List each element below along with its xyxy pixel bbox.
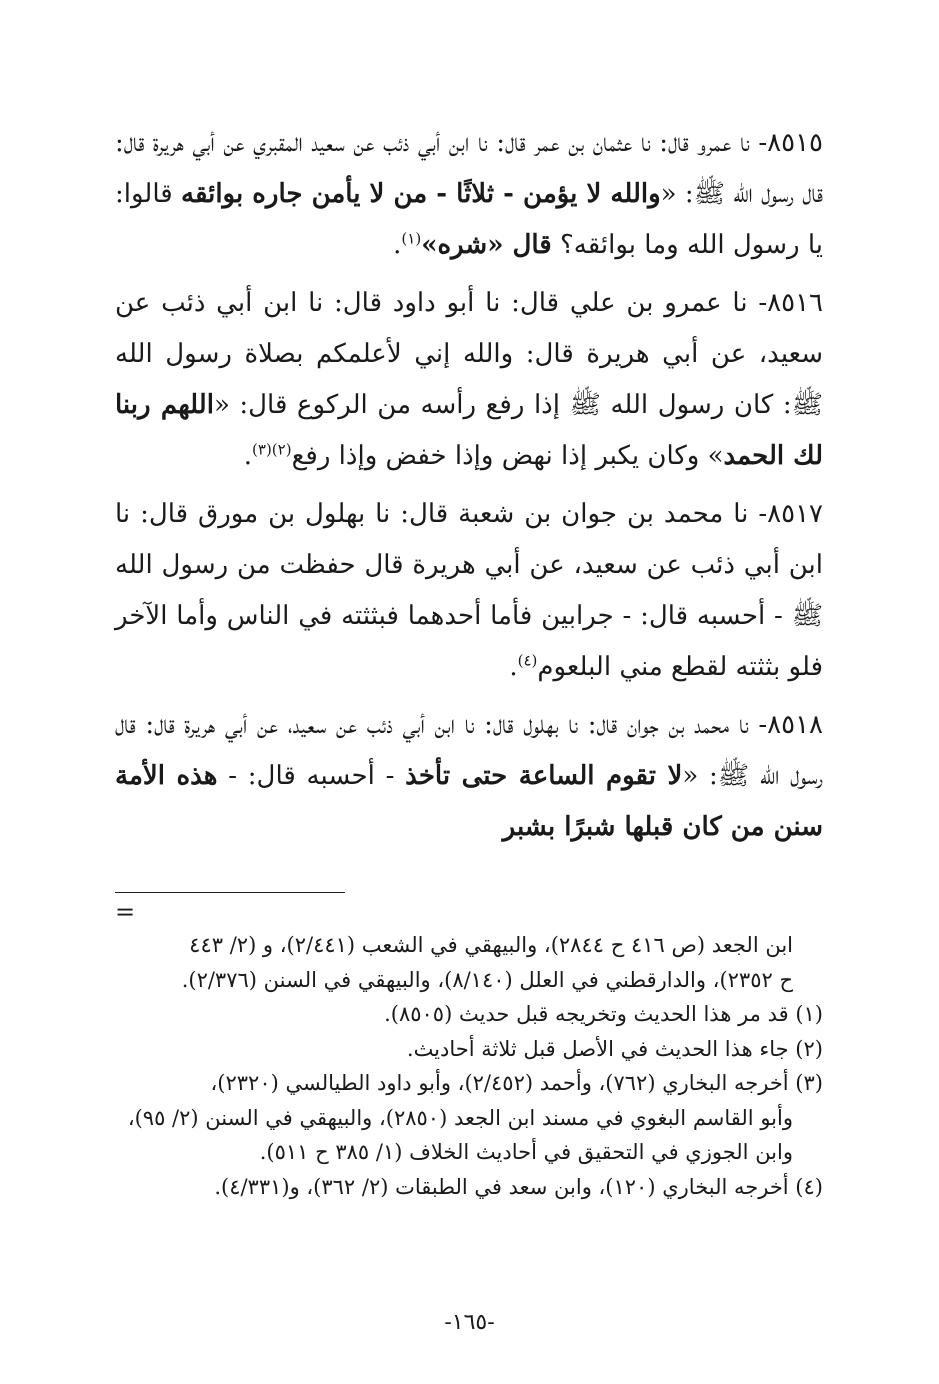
footnote-reference[interactable]: (٢)(٣) <box>252 440 292 459</box>
separator-line <box>115 892 345 893</box>
hadith-text: قالوا: يا رسول الله وما بوائقه؟ <box>115 179 823 260</box>
footnote-reference[interactable]: (١) <box>401 229 422 248</box>
hadith-paragraph <box>115 700 823 853</box>
footnote-line: (٣) أخرجه البخاري (٧٦٢)، وأحمد (٢/٤٥٢)، وأبو داود الطيالسي (٢٣٢٠)، <box>210 1071 823 1095</box>
hadith-text: ٨٥١٦- نا عمرو بن علي قال: نا أبو داود قال: نا ابن أبي ذئب عن سعيد، عن أبي هريرة قال: والله إني لأعلمكم بصلاة رسول الله ﷺ: كان رسول الله ﷺ إذا رفع رأسه من الركوع قال: « <box>115 288 824 420</box>
footnote-reference[interactable]: (٤) <box>517 651 538 670</box>
sentence-end: . <box>509 652 518 682</box>
hadith-paragraph <box>115 278 823 482</box>
footnote-line: (٤) أخرجه البخاري (١٢٠)، وابن سعد في الطبقات (٢/ ٣٦٢)، و(٤/٣٣١). <box>214 1174 823 1199</box>
hadith-paragraph <box>115 118 823 271</box>
hadith-list <box>115 118 823 853</box>
hadith-text: ٨٥١٧- نا محمد بن جوان بن شعبة قال: نا بهلول بن مورق قال: نا ابن أبي ذئب عن سعيد، عن أبي هريرة قال حفظت من رسول الله ﷺ - أحسبه قال: - جرابين فأما أحدهما فبثثته في الناس وأما الآخر فلو بثثته لقطع مني البلعوم <box>115 499 823 682</box>
hadith-quote-bold: قال «شره» <box>421 230 552 260</box>
hadith-quote-bold: لا تقوم الساعة حتى تأخذ <box>405 761 683 791</box>
footnote-line: وابن الجوزي في التحقيق في أحاديث الخلاف (١/ ٣٨٥ ح ٥١١). <box>259 1140 793 1164</box>
hadith-text: - أحسبه قال: - <box>217 761 406 791</box>
hadith-text: » وكان يكبر إذا نهض وإذا خفض وإذا رفع <box>291 441 724 471</box>
hadith-text: ٨٥١٨- نا محمد بن جوان قال: نا بهلول قال: نا ابن أبي ذئب عن سعيد، عن أبي هريرة قال: قال رسول الله ﷺ: « <box>115 710 824 791</box>
page-number: -١٦٥- <box>444 1310 495 1335</box>
footnote-separator <box>115 892 823 926</box>
hadith-text: ٨٥١٥- نا عمرو قال: نا عثمان بن عمر قال: نا ابن أبي ذئب عن سعيد المقبري عن أبي هريرة قال: قال رسول الله ﷺ: « <box>115 128 823 209</box>
hadith-quote-bold: والله لا يؤمن - ثلاثًا - من لا يأمن جاره بوائقه <box>181 179 661 209</box>
hadith-quote-bold: اللهم ربنا لك الحمد <box>115 390 823 471</box>
continuation-mark: = <box>115 898 136 926</box>
footnote-line: ح ٢٣٥٢)، والدارقطني في العلل (٨/١٤٠)، والبيهقي في السنن (٢/٣٧٦). <box>181 967 793 992</box>
footnote-line: (٢) جاء هذا الحديث في الأصل قبل ثلاثة أحاديث. <box>406 1036 823 1061</box>
sentence-end: . <box>243 441 253 471</box>
hadith-quote-bold: هذه الأمة سنن من كان قبلها شبرًا بشبر <box>115 761 823 842</box>
footnotes <box>115 928 823 1204</box>
footnote-line: ابن الجعد (ص ٤١٦ ح ٢٨٤٤)، والبيهقي في الشعب (٢/٤٤١)، و (٢/ ٤٤٣ <box>189 933 793 957</box>
sentence-end: . <box>393 230 402 260</box>
footnote-line: (١) قد مر هذا الحديث وتخريجه قبل حديث (٨٥٠٥). <box>384 1002 823 1026</box>
hadith-paragraph <box>115 489 823 693</box>
page-body <box>115 118 824 1199</box>
footnote-line: وأبو القاسم البغوي في مسند ابن الجعد (٢٨٥٠)، والبيهقي في السنن (٢/ ٩٥)، <box>127 1105 793 1130</box>
